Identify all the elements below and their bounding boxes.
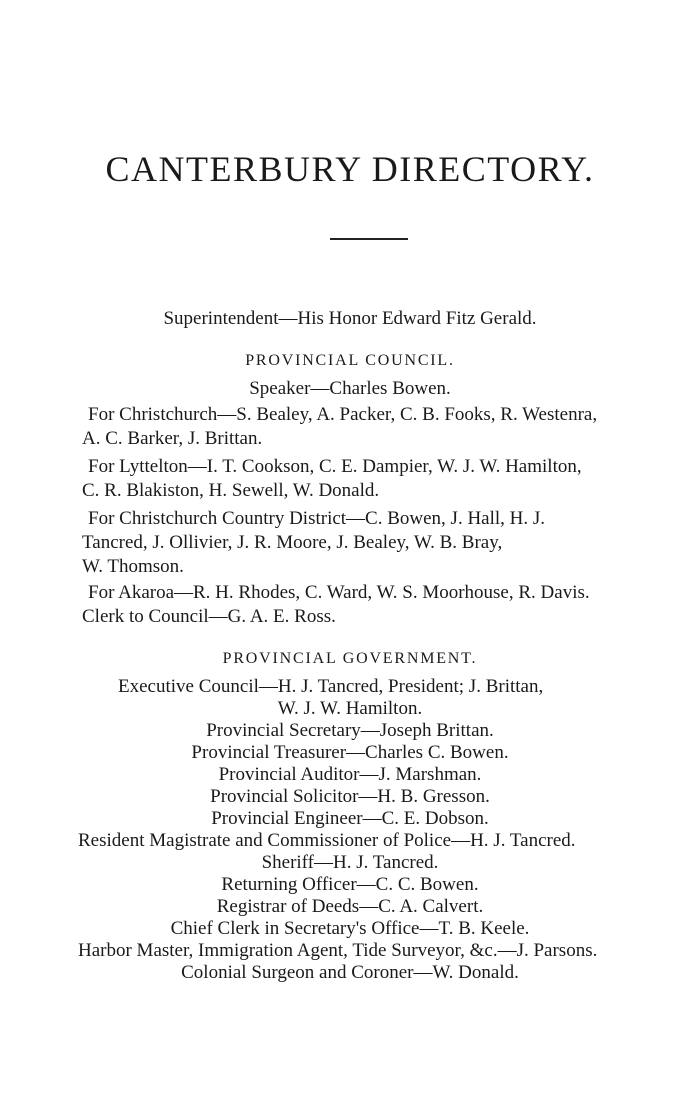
council-line: C. R. Blakiston, H. Sewell, W. Donald. — [82, 480, 380, 501]
page-title: CANTERBURY DIRECTORY. — [105, 149, 595, 189]
clerk-line: Clerk to Council—G. A. E. Ross. — [82, 606, 336, 627]
government-line: Colonial Surgeon and Coroner—W. Donald. — [181, 962, 519, 983]
council-line: Tancred, J. Ollivier, J. R. Moore, J. Bealey, W. B. Bray, — [82, 532, 503, 553]
government-line: Returning Officer—C. C. Bowen. — [221, 874, 479, 895]
council-line: For Christchurch—S. Bealey, A. Packer, C. B. Fooks, R. Westenra, — [88, 404, 598, 425]
government-line: W. J. W. Hamilton. — [277, 698, 423, 719]
government-line: Executive Council—H. J. Tancred, President; J. Brittan, — [118, 676, 544, 697]
government-line: Sheriff—H. J. Tancred. — [261, 852, 439, 873]
government-line: Provincial Auditor—J. Marshman. — [218, 764, 482, 785]
council-line: For Christchurch Country District—C. Bowen, J. Hall, H. J. — [88, 508, 546, 529]
government-line: Harbor Master, Immigration Agent, Tide Surveyor, &c.—J. Parsons. — [78, 940, 598, 961]
government-line: Resident Magistrate and Commissioner of Police—H. J. Tancred. — [78, 830, 576, 851]
government-line: Chief Clerk in Secretary's Office—T. B. Keele. — [170, 918, 530, 939]
government-line: Provincial Treasurer—Charles C. Bowen. — [191, 742, 509, 763]
council-line: For Akaroa—R. H. Rhodes, C. Ward, W. S. Moorhouse, R. Davis. — [88, 582, 590, 603]
government-line: Provincial Solicitor—H. B. Gresson. — [210, 786, 490, 807]
speaker-line: Speaker—Charles Bowen. — [249, 378, 451, 399]
government-line: Registrar of Deeds—C. A. Calvert. — [216, 896, 484, 917]
council-line: W. Thomson. — [82, 556, 184, 577]
superintendent-line: Superintendent—His Honor Edward Fitz Gerald. — [163, 308, 537, 329]
provincial-government-heading: PROVINCIAL GOVERNMENT. — [222, 650, 478, 667]
council-line: For Lyttelton—I. T. Cookson, C. E. Dampier, W. J. W. Hamilton, — [88, 456, 582, 477]
title-rule — [330, 238, 408, 240]
provincial-council-heading: PROVINCIAL COUNCIL. — [245, 352, 455, 369]
government-line: Provincial Engineer—C. E. Dobson. — [211, 808, 489, 829]
council-line: A. C. Barker, J. Brittan. — [82, 428, 263, 449]
government-line: Provincial Secretary—Joseph Brittan. — [206, 720, 494, 741]
